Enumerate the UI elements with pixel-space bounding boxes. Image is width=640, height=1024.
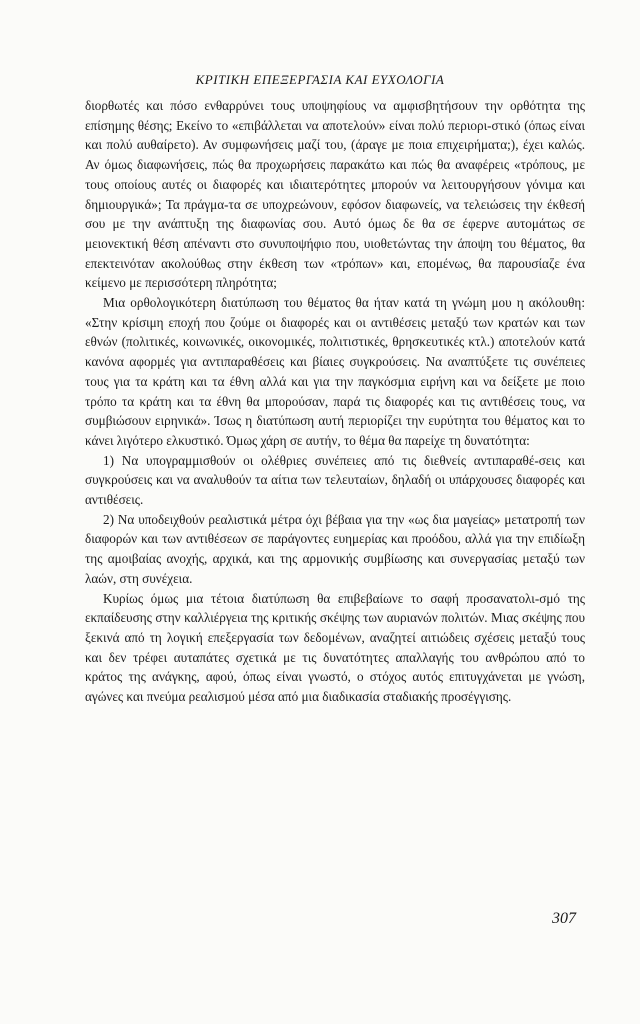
body-text (85, 96, 585, 707)
paragraph-conclusion: Κυρίως όμως μια τέτοια διατύπωση θα επιβεβαίωνε το σαφή προσανατολι-σμό της εκπαίδευσης στην καλλιέργεια της κριτικής σκέψης των αυριανών πολιτών. Μιας σκέψης που ξεκινά από τη λογική επεξεργασία των δεδομένων, αναζητεί αιτιώδεις σχέσεις μεταξύ τους και δεν τρέφει αυταπάτες σχετικά με τις δυνατότητες απαλλαγής του ανθρώπου από το κράτος της ανάγκης, αφού, όπως είναι γνωστό, ο στόχος αυτός επιτυγχάνεται με γνώση, αγώνες και πνεύμα ρεαλισμού μέσα από μια διαδικασία σταδιακής προσέγγισης. (85, 590, 585, 705)
paragraph-continuation: διορθωτές και πόσο ενθαρρύνει τους υποψηφίους να αμφισβητήσουν την ορθότητα της επίσημης θέσης; Εκείνο το «επιβάλλεται να αποτελούν» είναι πολύ περιορι-στικό (όπως είναι και πολύ αυθαίρετο). Αν συμφωνήσεις μαζί του, (άραγε με ποια επιχειρήματα;), έχει καλώς. Αν όμως διαφωνήσεις, πώς θα προχωρήσεις παρακάτω και πώς θα αναφέρεις «τρόπους, με τους οποίους αυτές οι διαφορές και ιδιαιτερότητες μπορούν να λειτουργήσουν γόνιμα και δημιουργικά»; Τα πράγμα-τα σε υποχρεώνουν, εφόσον διαφωνείς, να τελειώσεις την έκθεσή σου με την ανάπτυξη της διαφωνίας σου. Αυτό όμως δε θα σε έφερνε αυτομάτως σε μειονεκτική θέση απέναντι στο συνυποψήφιο που, υιοθετώντας την άποψη του θέματος, θα επεκτεινόταν ακολούθως στην έκθεση των «τρόπων» και, επομένως, θα παρουσίαζε ένα κείμενο με περισσότερη πληρότητα; (85, 98, 585, 291)
page-number: 307 (552, 910, 576, 927)
running-head-title: ΚΡΙΤΙΚΗ ΕΠΕΞΕΡΓΑΣΙΑ ΚΑΙ ΕΥΧΟΛΟΓΙΑ (195, 72, 445, 87)
list-item-point-1: 1) Να υπογραμμισθούν οι ολέθριες συνέπειες από τις διεθνείς αντιπαραθέ-σεις και συγκρούσεις και να αναλυθούν τα αίτια των τελευταίων, δηλαδή οι υπάρχουσες διαφορές και αντιθέσεις. (85, 452, 585, 508)
list-item-point-2: 2) Να υποδειχθούν ρεαλιστικά μέτρα όχι βέβαια για την «ως δια μαγείας» μετατροπή των διαφορών και των αντιθέσεων σε παράγοντες ευημερίας και προόδου, αλλά για την επιδίωξη της αμοιβαίας ανοχής, αρχικά, και της αρμονικής συμβίωσης και συνεργασίας μεταξύ των λαών, στη συνέχεια. (85, 511, 585, 586)
paragraph-proposed-wording: Μια ορθολογικότερη διατύπωση του θέματος θα ήταν κατά τη γνώμη μου η ακόλουθη: «Στην κρίσιμη εποχή που ζούμε οι διαφορές και οι αντιθέσεις μεταξύ των κρατών και των εθνών (πολιτικές, κοινωνικές, οικονομικές, πολιτιστικές, θρησκευτικές κτλ.) αποτελούν κατά κανόνα αφορμές για αντιπαραθέσεις και βίαιες συγκρούσεις. Να αναπτύξετε τις συνέπειες τους για τα κράτη και τα έθνη αλλά και για την παγκόσμια ειρήνη και να δείξετε με ποιο τρόπο τα κράτη και τα έθνη θα μπορούσαν, παρά τις διαφορές και τις αντιθέσεις τους, να συμβιώσουν ειρηνικά». Ίσως η διατύπωση αυτή περιορίζει την ευρύτητα του θέματος και το κάνει λιγότερο ελκυστικό. Όμως χάρη σε αυτήν, το θέμα θα παρείχε τη δυνατότητα: (85, 295, 585, 448)
